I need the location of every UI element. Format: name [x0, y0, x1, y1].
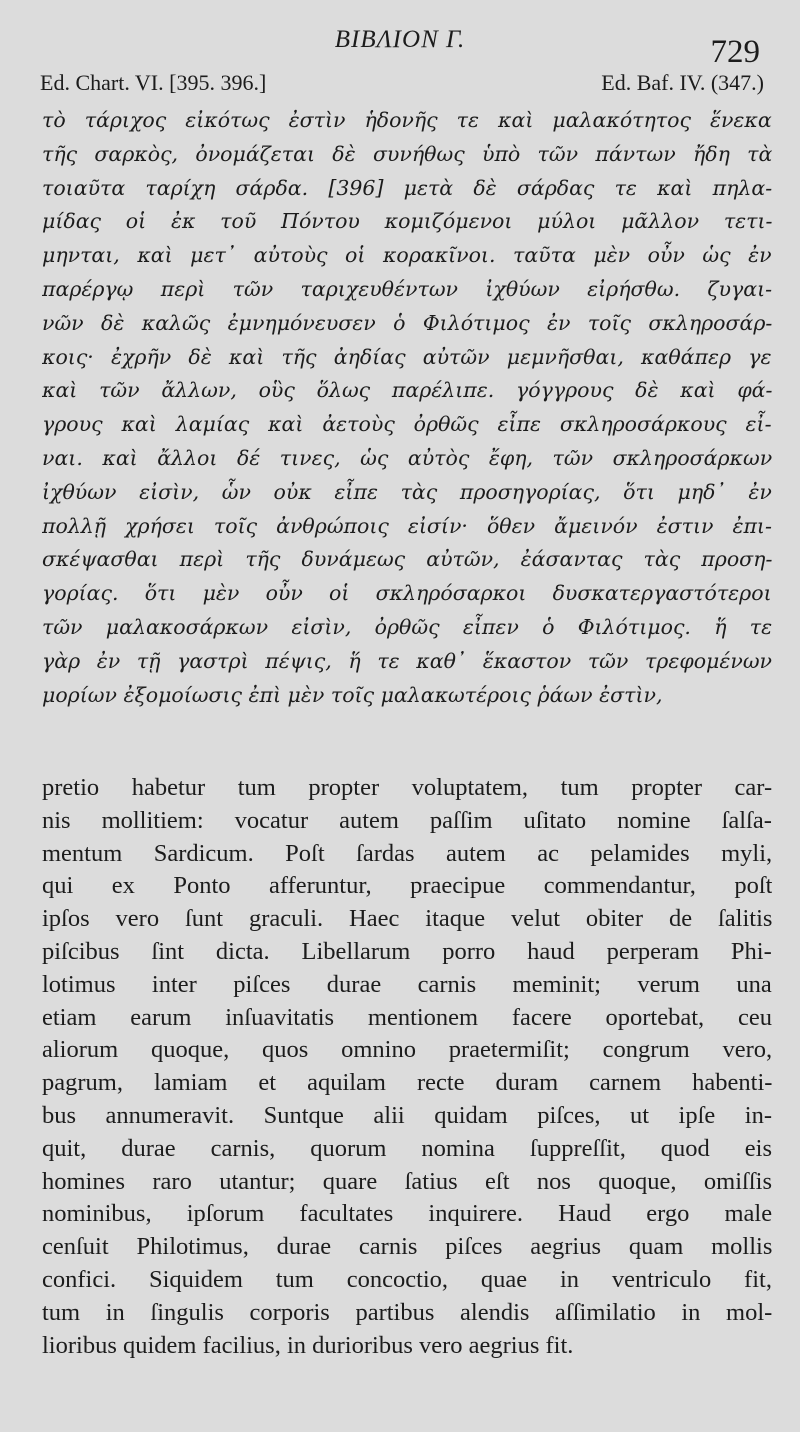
text-line: πολλῇ χρήσει τοῖς ἀνθρώποις εἰσίν· ὅθεν ἄμεινόν ἐστιν ἐπι-: [42, 513, 772, 538]
text-line: ναι. καὶ ἄλλοι δέ τινες, ὡς αὐτὸς ἔφη, τῶν σκληροσάρκων: [42, 445, 772, 470]
text-line: nis mollitiem: vocatur autem paſſim uſitato nomine ſalſa-: [42, 806, 772, 834]
edition-reference-left: Ed. Chart. VI. [395. 396.]: [40, 70, 267, 95]
text-line: μορίων ἐξομοίωσις ἐπὶ μὲν τοῖς μαλακωτέροις ῥάων ἐστὶν,: [42, 682, 663, 707]
text-line: lioribus quidem facilius, in durioribus vero aegrius fit.: [42, 1331, 574, 1359]
text-line: cenſuit Philotimus, durae carnis piſces aegrius quam mollis: [42, 1233, 772, 1261]
text-line: piſcibus ſint dicta. Libellarum porro haud perperam Phi-: [42, 937, 772, 965]
text-line: pretio habetur tum propter voluptatem, tum propter car-: [42, 774, 772, 801]
text-line: γρους καὶ λαμίας καὶ ἀετοὺς ὀρθῶς εἶπε σκληροσάρκους εἶ-: [42, 412, 772, 437]
greek-text-block: [42, 104, 772, 712]
text-line: nominibus, ipſorum facultates inquirere. Haud ergo male: [42, 1200, 772, 1228]
text-line: τοιαῦτα ταρίχη σάρδα. [396] μετὰ δὲ σάρδας τε καὶ πηλα-: [42, 175, 772, 200]
text-line: qui ex Ponto afferuntur, praecipue commendantur, poſt: [42, 872, 772, 900]
text-line: confici. Siquidem tum concoctio, quae in ventriculo fit,: [42, 1265, 772, 1293]
text-line: κοις· ἐχρῆν δὲ καὶ τῆς ἀηδίας αὐτῶν μεμνῆσθαι, καθάπερ γε: [42, 344, 772, 369]
running-title: BIBΛΙΟΝ Γ.: [334, 26, 466, 53]
text-line: ἰχθύων εἰσὶν, ὧν οὐκ εἶπε τὰς προσηγορίας, ὅτι μηδ᾽ ἐν: [42, 479, 772, 504]
text-line: lotimus inter piſces durae carnis meminit; verum una: [42, 970, 772, 998]
text-line: τῶν μαλακοσάρκων εἰσὶν, ὀρθῶς εἶπεν ὁ Φιλότιμος. ἥ τε: [42, 614, 772, 639]
latin-text-block: [42, 772, 772, 1362]
text-line: μίδας οἱ ἐκ τοῦ Πόντου κομιζόμενοι μύλοι μᾶλλον τετι-: [42, 209, 772, 234]
text-line: γορίας. ὅτι μὲν οὖν οἱ σκληρόσαρκοι δυσκατεργαστότεροι: [42, 581, 772, 606]
text-line: νῶν δὲ καλῶς ἐμνημόνευσεν ὁ Φιλότιμος ἐν τοῖς σκληροσάρ-: [42, 310, 772, 335]
text-line: aliorum quoque, quos omnino praetermiſit; congrum vero,: [42, 1036, 772, 1064]
text-line: μηνται, καὶ μετ᾽ αὐτοὺς οἱ κορακῖνοι. ταῦτα μὲν οὖν ὡς ἐν: [42, 243, 772, 268]
text-line: pagrum, lamiam et aquilam recte duram carnem habenti-: [42, 1069, 772, 1097]
text-line: τὸ τάριχος εἰκότως ἐστὶν ἡδονῆς τε καὶ μαλακότητος ἕνεκα: [42, 108, 772, 132]
text-line: bus annumeravit. Suntque alii quidam piſces, ut ipſe in-: [42, 1101, 772, 1129]
text-line: καὶ τῶν ἄλλων, οὓς ὅλως παρέλιπε. γόγγρους δὲ καὶ φά-: [42, 378, 772, 403]
text-line: etiam earum inſuavitatis mentionem facere oportebat, ceu: [42, 1003, 772, 1031]
text-line: homines raro utantur; quare ſatius eſt nos quoque, omiſſis: [42, 1167, 772, 1195]
text-line: tum in ſingulis corporis partibus alendis aſſimilatio in mol-: [42, 1298, 772, 1326]
page-number: 729: [710, 34, 760, 70]
text-line: τῆς σαρκὸς, ὀνομάζεται δὲ συνήθως ὑπὸ τῶν πάντων ἤδη τὰ: [42, 141, 772, 166]
text-line: παρέργῳ περὶ τῶν ταριχευθέντων ἰχθύων εἰρήσθω. ζυγαι-: [42, 276, 772, 301]
text-line: quit, durae carnis, quorum nomina ſuppreſſit, quod eis: [42, 1134, 772, 1162]
text-line: σκέψασθαι περὶ τῆς δυνάμεως αὐτῶν, ἐάσαντας τὰς προση-: [42, 547, 772, 572]
text-line: γὰρ ἐν τῇ γαστρὶ πέψις, ἥ τε καθ᾽ ἕκαστον τῶν τρεφομένων: [42, 648, 772, 673]
edition-reference-right: Ed. Baf. IV. (347.): [601, 70, 764, 95]
text-line: ipſos vero ſunt graculi. Haec itaque velut obiter de ſalitis: [42, 905, 772, 933]
text-line: mentum Sardicum. Poſt ſardas autem ac pelamides myli,: [42, 839, 772, 867]
